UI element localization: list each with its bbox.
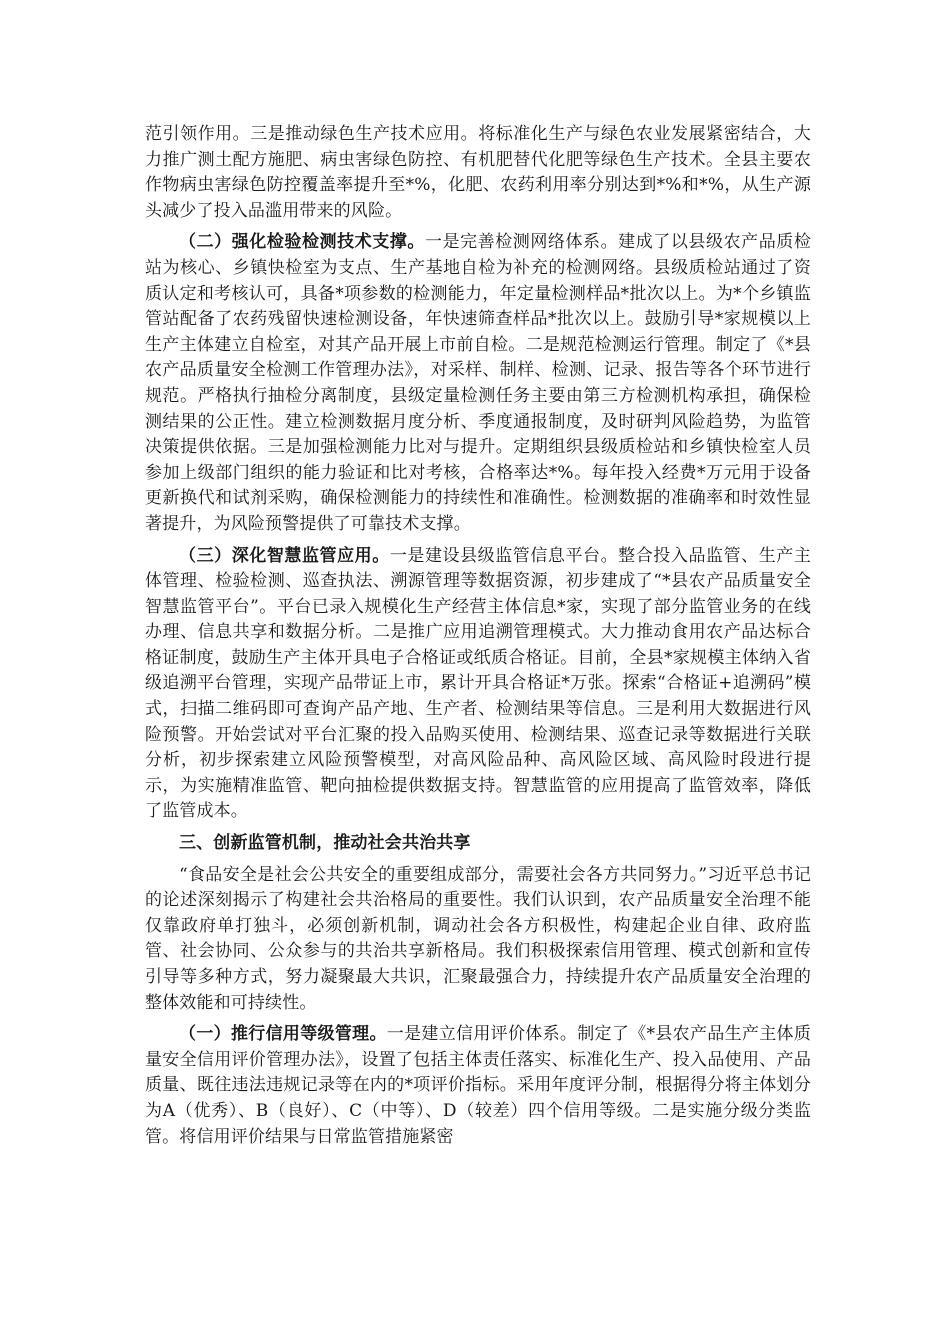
- paragraph-text: 一是建立信用评价体系。制定了《*县农产品生产主体质量安全信用评价管理办法》，设置了包括主体责任落实、标准化生产、投入品使用、产品质量、既往违法违规记录等在内的*项评价指标。采用年度评分制，根据得分将主体划分为A（优秀）、B（良好）、C（中等）、D（较差）四个信用等级。二是实施分级分类监管。将信用评价结果与日常监管措施紧密: [145, 1024, 811, 1147]
- paragraph-social-governance: [145, 863, 811, 1017]
- subheading: （一）推行信用等级管理。: [179, 1024, 387, 1045]
- paragraph-text: “食品安全是社会公共安全的重要组成部分，需要社会各方共同努力。”习近平总书记的论述深刻揭示了构建社会共治格局的重要性。我们认识到，农产品质量安全治理不能仅靠政府单打独斗，必须创新机制，调动社会各方积极性，构建起企业自律、政府监管、社会协同、公众参与的共治共享新格局。我们积极探索信用管理、模式创新和宣传引导等多种方式，努力凝聚最大共识，汇聚最强合力，持续提升农产品质量安全治理的整体效能和可持续性。: [145, 864, 811, 1013]
- paragraph-text: 一是完善检测网络体系。建成了以县级农产品质检站为核心、乡镇快检室为支点、生产基地自检为补充的检测网络。县级质检站通过了资质认定和考核认可，具备*项参数的检测能力，年定量检测样品*批次以上。为*个乡镇监管站配备了农药残留快速检测设备，年快速筛查样品*批次以上。鼓励引导*家规模以上生产主体建立自检室，对其产品开展上市前自检。二是规范检测运行管理。制定了《*县农产品质量安全检测工作管理办法》，对采样、制样、检测、记录、报告等各个环节进行规范。严格执行抽检分离制度，县级定量检测任务主要由第三方检测机构承担，确保检测结果的公正性。建立检测数据月度分析、季度通报制度，及时研判风险趋势，为监管决策提供依据。三是加强检测能力比对与提升。定期组织县级质检站和乡镇快检室人员参加上级部门组织的能力验证和比对考核，合格率达*%。每年投入经费*万元用于设备更新换代和试剂采购，确保检测能力的持续性和准确性。检测数据的准确率和时效性显著提升，为风险预警提供了可靠技术支撑。: [145, 232, 811, 534]
- paragraph-credit-management: [145, 1022, 811, 1150]
- paragraph-testing-support: [145, 230, 811, 537]
- paragraph-smart-supervision: [145, 544, 811, 826]
- document-body: [145, 122, 811, 1156]
- paragraph-text: 范引领作用。三是推动绿色生产技术应用。将标准化生产与绿色农业发展紧密结合，大力推广测土配方施肥、病虫害绿色防控、有机肥替代化肥等绿色生产技术。全县主要农作物病虫害绿色防控覆盖率提升至*%，化肥、农药利用率分别达到*%和*%，从生产源头减少了投入品滥用带来的风险。: [145, 124, 811, 221]
- paragraph-text: 一是建设县级监管信息平台。整合投入品监管、生产主体管理、检验检测、巡查执法、溯源管理等数据资源，初步建成了“*县农产品质量安全智慧监管平台”。平台已录入规模化生产经营主体信息*家，实现了部分监管业务的在线办理、信息共享和数据分析。二是推广应用追溯管理模式。大力推动食用农产品达标合格证制度，鼓励生产主体开具电子合格证或纸质合格证。目前，全县*家规模主体纳入省级追溯平台管理，实现产品带证上市，累计开具合格证*万张。探索“合格证+追溯码”模式，扫描二维码即可查询产品产地、生产者、检测结果等信息。三是利用大数据进行风险预警。开始尝试对平台汇聚的投入品购买使用、检测结果、巡查记录等数据进行关联分析，初步探索建立风险预警模型，对高风险品种、高风险区域、高风险时段进行提示，为实施精准监管、靶向抽检提供数据支持。智慧监管的应用提高了监管效率，降低了监管成本。: [145, 545, 811, 822]
- paragraph-continuation: [145, 122, 811, 224]
- subheading: （二）强化检验检测技术支撑。: [179, 232, 425, 253]
- subheading: （三）深化智慧监管应用。: [179, 545, 390, 566]
- section-heading: 三、创新监管机制，推动社会共治共享: [179, 833, 471, 854]
